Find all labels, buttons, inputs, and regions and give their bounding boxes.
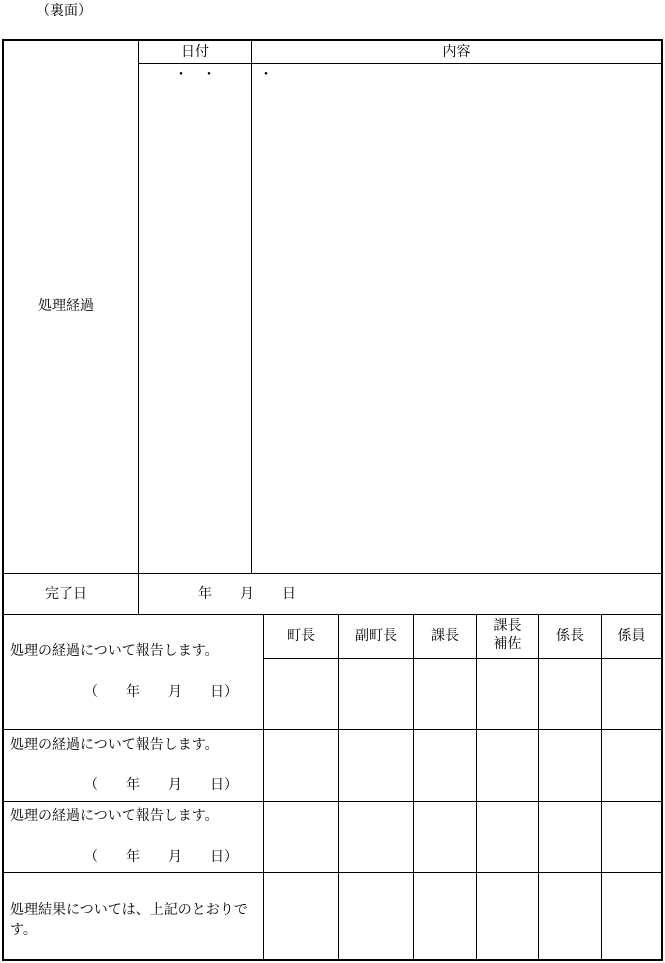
table-border-top — [2, 39, 663, 41]
approval-row-line-1 — [3, 729, 662, 730]
table-border-bottom — [2, 959, 663, 961]
completion-date[interactable]: 年 月 日 — [198, 586, 296, 602]
completion-bottom-line — [3, 614, 662, 615]
approval-divider-5 — [538, 614, 539, 960]
table-border-left — [2, 39, 4, 961]
approval-divider-2 — [338, 614, 339, 960]
role-header-kakarichou: 係長 — [556, 628, 584, 644]
report-date-2[interactable]: （ 年 月 日） — [84, 777, 238, 793]
report-date-3[interactable]: （ 年 月 日） — [84, 849, 238, 865]
role-header-kachou: 課長 — [431, 628, 459, 644]
result-text: 処理結果については、上記のとおりです。 — [10, 902, 248, 938]
content-header: 内容 — [442, 44, 471, 60]
report-date-1[interactable]: （ 年 月 日） — [84, 684, 238, 700]
report-text-1: 処理の経過について報告します。 — [10, 643, 219, 659]
role-header-kakariin: 係員 — [617, 628, 646, 644]
process-col-divider — [138, 40, 139, 614]
table-border-right — [661, 39, 663, 961]
approval-row-line-3 — [3, 872, 662, 873]
role-header-fukuchouchou: 副町長 — [355, 628, 397, 644]
page-heading: （裏面） — [36, 3, 92, 19]
process-bottom-line — [3, 573, 662, 574]
approval-divider-4 — [476, 614, 477, 960]
role-header-chouchou: 町長 — [287, 628, 315, 644]
date-header: 日付 — [181, 44, 209, 60]
report-text-2: 処理の経過について報告します。 — [10, 737, 219, 753]
content-bullet[interactable]: ・ — [259, 67, 273, 83]
report-text-3: 処理の経過について報告します。 — [10, 808, 219, 824]
approval-divider-3 — [413, 614, 414, 960]
header-row-divider — [138, 63, 662, 64]
approval-row-line-2 — [3, 801, 662, 802]
role-header-line — [263, 658, 662, 659]
completion-label: 完了日 — [45, 586, 87, 602]
role-header-kachou-hosa: 課長 補佐 — [493, 618, 522, 652]
approval-divider-1 — [263, 614, 264, 960]
process-label: 処理経過 — [38, 298, 94, 314]
date-placeholder[interactable]: ・ ・ — [174, 67, 216, 83]
approval-divider-6 — [601, 614, 602, 960]
date-col-divider — [251, 40, 252, 573]
